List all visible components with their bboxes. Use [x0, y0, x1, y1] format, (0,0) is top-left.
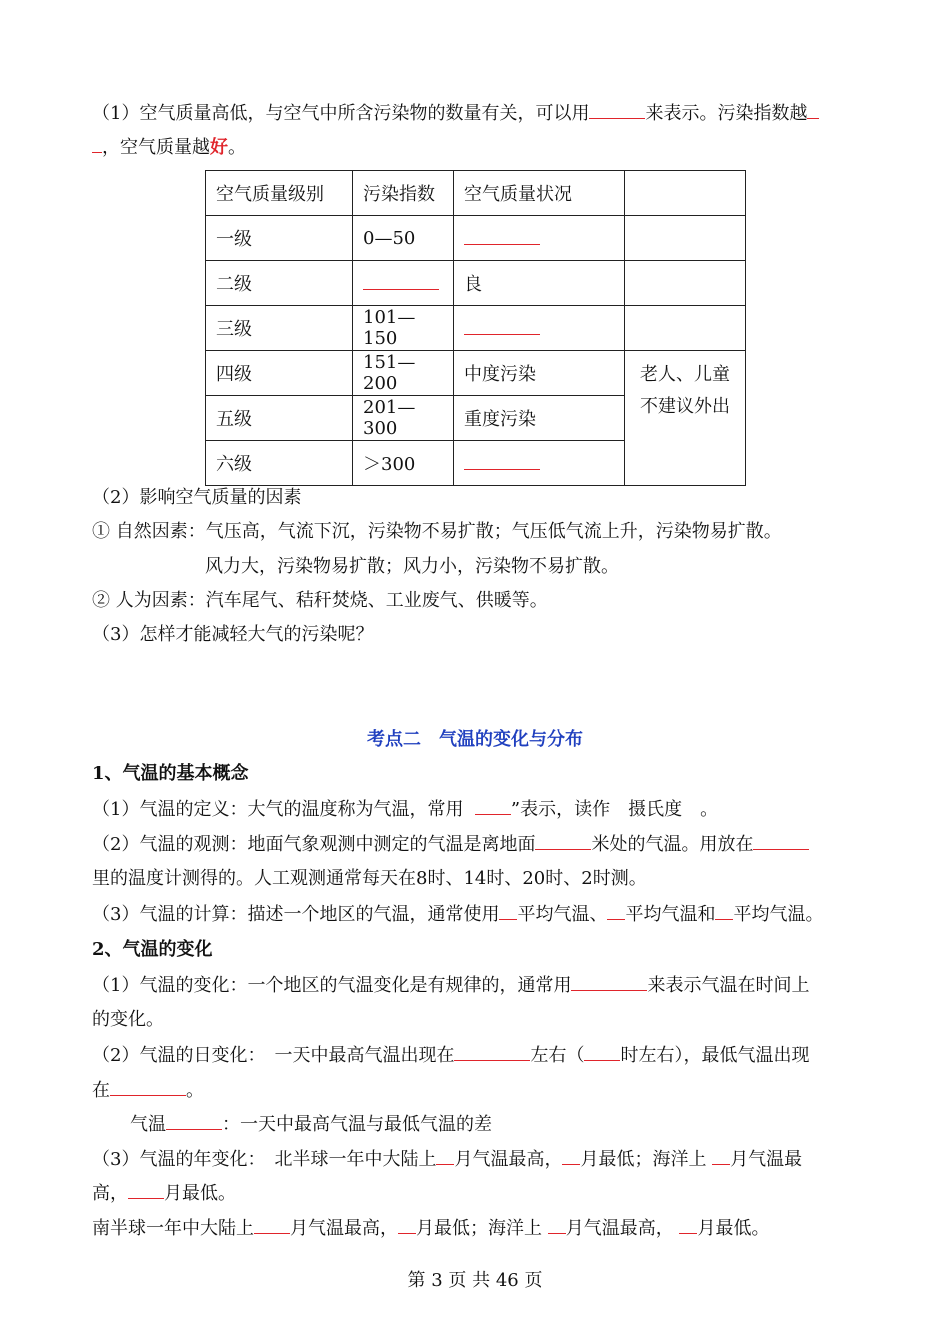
southern-hemisphere: 南半球一年中大陆上 月气温最高， 月最低；海洋上 月气温最高， 月最低。 [92, 1218, 770, 1239]
temp-change: （1）气温的变化：一个地区的气温变化是有规律的，通常用 来表示气温在时间上 [92, 975, 810, 996]
heading-temp-change: 2、气温的变化 [92, 939, 213, 960]
blank [712, 1147, 730, 1165]
header-cell [625, 171, 746, 216]
human-factors: ② 人为因素：汽车尾气、秸秆焚烧、工业废气、供暖等。 [92, 590, 548, 611]
p1-line2: ，空气质量越好。 [92, 135, 246, 160]
annual-change: （3）气温的年变化： 北半球一年中大陆上 月气温最高， 月最低；海洋上 月气温最 [92, 1149, 803, 1170]
page-footer: 第 3 页 共 46 页 [407, 1270, 543, 1291]
table-row: 四级 151—200 中度污染 老人、儿童 不建议外出 [206, 351, 746, 396]
blank [807, 101, 819, 119]
blank [92, 135, 102, 153]
blank [715, 902, 733, 920]
blank [128, 1181, 164, 1199]
header-cell: 空气质量状况 [454, 171, 625, 216]
section-title: 考点二 气温的变化与分布 [367, 729, 583, 750]
blank [753, 832, 809, 850]
blank [679, 1216, 697, 1234]
blank [254, 1216, 290, 1234]
blank [475, 797, 511, 815]
p1-line1: （1）空气质量高低，与空气中所含污染物的数量有关，可以用 来表示。污染指数越 [92, 101, 819, 126]
table-row: 六级 ＞300 [206, 441, 746, 486]
header-cell: 空气质量级别 [206, 171, 353, 216]
natural-factors-1: ① 自然因素：气压高，气流下沉，污染物不易扩散；气压低气流上升，污染物易扩散。 [92, 521, 782, 542]
blank [535, 832, 591, 850]
blank [110, 1078, 186, 1096]
table-row: 五级 201—300 重度污染 [206, 396, 746, 441]
factors-title: （2）影响空气质量的因素 [92, 487, 302, 508]
temp-observation-cont: 里的温度计测得的。人工观测通常每天在8时、14时、20时、2时测。 [92, 868, 647, 889]
temp-calculation: （3）气温的计算：描述一个地区的气温，通常使用 平均气温、 平均气温和 平均气温。 [92, 904, 824, 925]
daily-change: （2）气温的日变化： 一天中最高气温出现在 左右（ 时左右），最低气温出现 [92, 1045, 810, 1066]
blank [548, 1216, 566, 1234]
blank [571, 973, 647, 991]
heading-basic-concept: 1、气温的基本概念 [92, 763, 249, 784]
header-cell: 污染指数 [353, 171, 454, 216]
temp-change-cont: 的变化。 [92, 1009, 164, 1030]
blank [398, 1216, 416, 1234]
table-row: 一级 0—50 [206, 216, 746, 261]
blank [464, 452, 540, 470]
question-3: （3）怎样才能减轻大气的污染呢？ [92, 624, 374, 645]
advisory-note: 老人、儿童 不建议外出 [625, 351, 746, 486]
daily-change-cont: 在 。 [92, 1080, 204, 1101]
blank [589, 101, 645, 119]
table-row: 三级 101—150 [206, 306, 746, 351]
blank [363, 272, 439, 290]
blank [464, 317, 540, 335]
blank [166, 1112, 222, 1130]
table-row: 二级 良 [206, 261, 746, 306]
blank [607, 902, 625, 920]
natural-factors-2: 风力大，污染物易扩散；风力小，污染物不易扩散。 [205, 556, 619, 577]
blank [454, 1043, 530, 1061]
blank [499, 902, 517, 920]
temp-observation: （2）气温的观测：地面气象观测中测定的气温是离地面 米处的气温。用放在 [92, 832, 809, 857]
blank [584, 1043, 620, 1061]
table-header-row [206, 171, 746, 216]
temp-definition: （1）气温的定义：大气的温度称为气温，常用 ”表示，读作 摄氏度 。 [92, 799, 719, 820]
annual-change-cont: 高， 月最低。 [92, 1183, 236, 1204]
blank [436, 1147, 454, 1165]
blank [464, 227, 540, 245]
air-quality-table [205, 170, 746, 486]
daily-range: 气温 ：一天中最高气温与最低气温的差 [130, 1114, 492, 1135]
blank [562, 1147, 580, 1165]
